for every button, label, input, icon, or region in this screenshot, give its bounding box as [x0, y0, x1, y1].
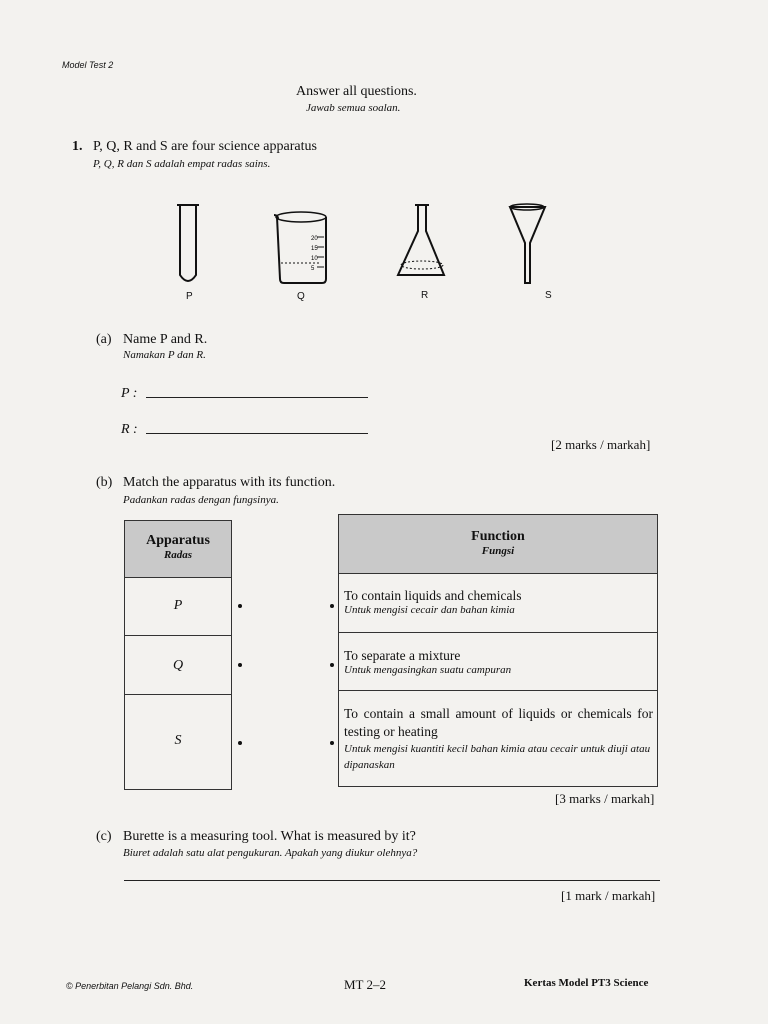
match-dot-q[interactable]: [238, 663, 242, 667]
apparatus-label-s: S: [545, 290, 552, 301]
part-c-marks: [1 mark / markah]: [561, 888, 656, 903]
answer-c-line[interactable]: [124, 880, 660, 881]
part-c-question-en: Burette is a measuring tool. What is measured by it?: [123, 829, 416, 844]
function-row-3: [338, 690, 658, 787]
apparatus-label-p: P: [186, 291, 193, 302]
match-dot-s[interactable]: [238, 741, 242, 745]
answer-r-line[interactable]: [146, 433, 368, 434]
instructions-ms: Jawab semua soalan.: [306, 102, 401, 114]
beaker-scale-mark: 10: [311, 256, 318, 262]
part-b-question-ms: Padankan radas dengan fungsinya.: [123, 494, 279, 506]
function-text-ms: Untuk mengisi kuantiti kecil bahan kimia atau cecair untuk diuji atau dipanaskan: [344, 743, 651, 771]
apparatus-label-r: R: [421, 290, 429, 301]
function-text-en: To contain a small amount of liquids or chemicals for testing or heating: [344, 706, 653, 739]
apparatus-header-en: Apparatus: [146, 533, 210, 548]
question-number: 1.: [72, 139, 83, 154]
function-text-en: To separate a mixture: [344, 648, 461, 663]
apparatus-header-ms: Radas: [163, 549, 193, 561]
apparatus-figure: [160, 195, 580, 305]
function-row-1: [338, 573, 658, 633]
part-a-question-ms: Namakan P dan R.: [123, 349, 206, 361]
function-header: [338, 514, 658, 574]
function-header-ms: Fungsi: [481, 545, 515, 557]
answer-p-line[interactable]: [146, 397, 368, 398]
apparatus-row-label: P: [173, 598, 183, 613]
apparatus-row-q: [124, 635, 232, 695]
test-tube-icon: [177, 205, 199, 281]
apparatus-row-s: [124, 694, 232, 790]
match-dot-p[interactable]: [238, 604, 242, 608]
function-text-ms: Untuk mengisi cecair dan bahan kimia: [344, 604, 515, 616]
footer-publisher: © Penerbitan Pelangi Sdn. Bhd.: [66, 981, 194, 991]
match-dot-function-3[interactable]: [330, 741, 334, 745]
beaker-scale-mark: 5: [311, 266, 315, 272]
apparatus-row-label: S: [174, 733, 182, 748]
footer-page-number: MT 2–2: [344, 977, 387, 992]
beaker-scale-mark: 20: [311, 236, 318, 242]
part-b-question-en: Match the apparatus with its function.: [123, 475, 336, 490]
answer-r-label: R :: [121, 422, 138, 437]
match-dot-function-1[interactable]: [330, 604, 334, 608]
part-a-label: (a): [96, 332, 112, 347]
answer-p-label: P :: [121, 386, 138, 401]
footer-title: Kertas Model PT3 Science: [524, 977, 649, 989]
part-a-marks: [2 marks / markah]: [551, 437, 651, 452]
part-b-label: (b): [96, 475, 113, 490]
apparatus-header: [124, 520, 232, 578]
apparatus-row-label: Q: [172, 658, 184, 673]
conical-flask-icon: [398, 205, 444, 275]
part-b-marks: [3 marks / markah]: [555, 791, 655, 806]
question-stem-ms: P, Q, R dan S adalah empat radas sains.: [93, 158, 271, 170]
question-stem-en: P, Q, R and S are four science apparatus: [93, 139, 317, 154]
instructions-en: Answer all questions.: [296, 84, 417, 99]
part-a-question-en: Name P and R.: [123, 332, 208, 347]
function-text-en: To contain liquids and chemicals: [344, 588, 522, 603]
part-c-label: (c): [96, 829, 112, 844]
part-c-question-ms: Biuret adalah satu alat pengukuran. Apakah yang diukur olehnya?: [123, 847, 418, 859]
filter-funnel-icon: [510, 204, 545, 283]
function-text-ms: Untuk mengasingkan suatu campuran: [344, 664, 512, 676]
beaker-icon: [274, 212, 326, 283]
function-header-en: Function: [471, 529, 525, 544]
beaker-scale-mark: 15: [311, 246, 318, 252]
function-row-2: [338, 632, 658, 691]
apparatus-label-q: Q: [297, 291, 305, 302]
header-label: Model Test 2: [62, 60, 114, 70]
match-dot-function-2[interactable]: [330, 663, 334, 667]
apparatus-row-p: [124, 577, 232, 636]
